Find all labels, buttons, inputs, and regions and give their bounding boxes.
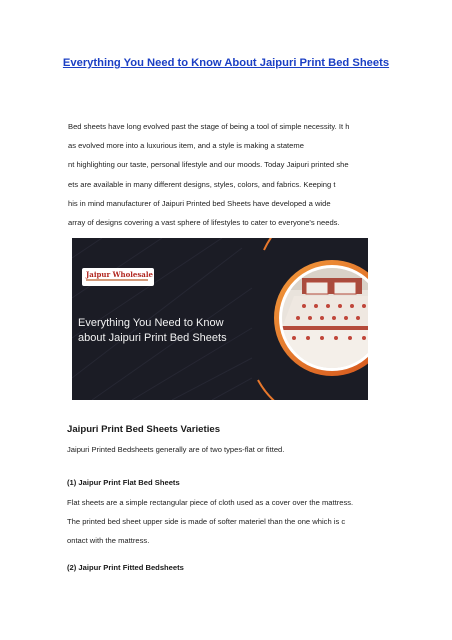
hero-banner-image bbox=[72, 238, 368, 400]
intro-line: Bed sheets have long evolved past the stage of being a tool of simple necessity. It h bbox=[68, 122, 350, 131]
section-summary: Jaipuri Printed Bedsheets generally are of two types-flat or fitted. bbox=[67, 445, 285, 454]
intro-line: ets are available in many different designs, styles, colors, and fabrics. Keeping t bbox=[68, 179, 336, 189]
banner-headline-line: Everything You Need to Know bbox=[78, 317, 224, 329]
fitted-sheets-heading: (2) Jaipur Print Fitted Bedsheets bbox=[67, 563, 184, 572]
section-heading: Jaipuri Print Bed Sheets Varieties bbox=[67, 424, 221, 435]
logo-underline bbox=[86, 279, 148, 281]
banner-headline-line: about Jaipuri Print Bed Sheets bbox=[78, 332, 227, 344]
intro-line: his in mind manufacturer of Jaipuri Printed bed Sheets have developed a wide bbox=[68, 198, 331, 208]
intro-line: as evolved more into a luxurious item, and a style is making a stateme bbox=[68, 141, 304, 151]
brand-logo bbox=[82, 268, 154, 286]
flat-sheets-heading: (1) Jaipur Print Flat Bed Sheets bbox=[67, 478, 180, 487]
brand-logo-text: Jaipur Wholesale bbox=[86, 270, 153, 279]
document-title[interactable]: Everything You Need to Know About Jaipuri Print Bed Sheets bbox=[62, 57, 390, 69]
flat-sheets-line: Flat sheets are a simple rectangular piece of cloth used as a cover over the mattress. bbox=[67, 498, 354, 507]
flat-sheets-line: ontact with the mattress. bbox=[67, 536, 150, 545]
intro-line: nt highlighting our taste, personal lifestyle and our moods. Today Jaipuri printed she bbox=[68, 160, 349, 170]
flat-sheets-paragraph bbox=[67, 493, 389, 550]
bedsheet-photo-circle bbox=[254, 238, 368, 400]
intro-paragraph bbox=[68, 117, 386, 232]
banner-headline bbox=[78, 316, 248, 346]
intro-line: array of designs covering a vast sphere of lifestyles to cater to everyone's needs. bbox=[68, 218, 340, 228]
flat-sheets-line: The printed bed sheet upper side is made of softer materiel than the one which is c bbox=[67, 517, 346, 526]
